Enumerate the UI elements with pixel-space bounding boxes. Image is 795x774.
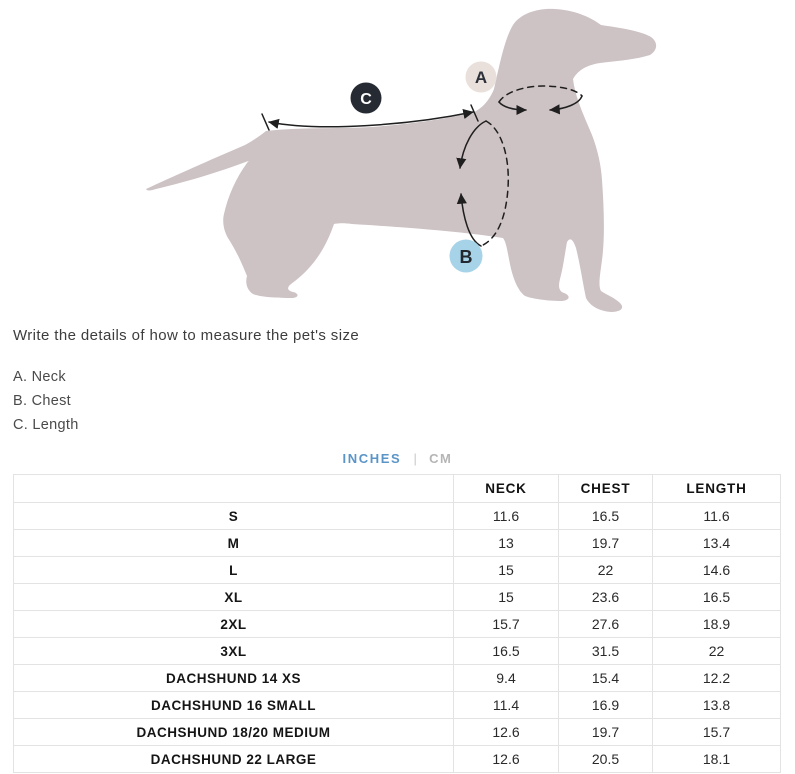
legend-item-chest: B. Chest: [13, 393, 72, 409]
chest-value-cell: 31.5: [559, 638, 653, 665]
table-row: [14, 584, 781, 611]
marker-a-badge: [466, 62, 497, 93]
unit-option-inches[interactable]: INCHES: [342, 451, 402, 466]
neck-value-cell: 15: [454, 584, 559, 611]
dog-silhouette-illustration: [146, 9, 656, 312]
length-value-cell: 13.8: [653, 692, 781, 719]
size-label-cell: 3XL: [14, 638, 454, 665]
unit-option-cm[interactable]: CM: [429, 451, 453, 466]
chest-value-cell: 16.9: [559, 692, 653, 719]
col-header-length: LENGTH: [653, 475, 781, 503]
size-label-cell: L: [14, 557, 454, 584]
neck-value-cell: 13: [454, 530, 559, 557]
length-value-cell: 11.6: [653, 503, 781, 530]
neck-value-cell: 11.4: [454, 692, 559, 719]
col-header-size: [14, 475, 454, 503]
dog-measurement-diagram: [0, 0, 795, 325]
length-value-cell: 18.9: [653, 611, 781, 638]
chest-value-cell: 22: [559, 557, 653, 584]
measurement-legend: [13, 365, 79, 437]
neck-value-cell: 15: [454, 557, 559, 584]
chest-value-cell: 15.4: [559, 665, 653, 692]
unit-toggle: [0, 451, 795, 466]
chest-value-cell: 19.7: [559, 530, 653, 557]
length-value-cell: 14.6: [653, 557, 781, 584]
length-value-cell: 13.4: [653, 530, 781, 557]
table-row: [14, 611, 781, 638]
size-label-cell: 2XL: [14, 611, 454, 638]
legend-item-neck: A. Neck: [13, 369, 66, 385]
legend-item-length: C. Length: [13, 417, 79, 433]
marker-a-label: A: [474, 68, 488, 87]
size-chart-table: [13, 474, 781, 773]
size-label-cell: DACHSHUND 22 LARGE: [14, 746, 454, 773]
table-row: [14, 746, 781, 773]
size-label-cell: DACHSHUND 14 XS: [14, 665, 454, 692]
size-label-cell: XL: [14, 584, 454, 611]
length-value-cell: 18.1: [653, 746, 781, 773]
marker-c-badge: [351, 83, 382, 114]
table-row: [14, 530, 781, 557]
neck-value-cell: 15.7: [454, 611, 559, 638]
unit-toggle-separator: |: [413, 451, 417, 466]
length-value-cell: 12.2: [653, 665, 781, 692]
chest-value-cell: 23.6: [559, 584, 653, 611]
length-value-cell: 22: [653, 638, 781, 665]
neck-value-cell: 12.6: [454, 746, 559, 773]
table-row: [14, 638, 781, 665]
marker-b-label: B: [459, 247, 473, 267]
neck-value-cell: 9.4: [454, 665, 559, 692]
table-header-row: [14, 475, 781, 503]
neck-value-cell: 11.6: [454, 503, 559, 530]
table-row: [14, 692, 781, 719]
length-value-cell: 15.7: [653, 719, 781, 746]
size-label-cell: S: [14, 503, 454, 530]
measure-instructions-text: Write the details of how to measure the pet's size: [13, 327, 360, 344]
col-header-chest: CHEST: [559, 475, 653, 503]
size-label-cell: DACHSHUND 18/20 MEDIUM: [14, 719, 454, 746]
size-label-cell: DACHSHUND 16 SMALL: [14, 692, 454, 719]
table-row: [14, 719, 781, 746]
marker-c-label: C: [360, 91, 372, 108]
col-header-neck: NECK: [454, 475, 559, 503]
chest-value-cell: 19.7: [559, 719, 653, 746]
marker-b-badge: [450, 240, 483, 273]
table-row: [14, 503, 781, 530]
neck-value-cell: 12.6: [454, 719, 559, 746]
length-value-cell: 16.5: [653, 584, 781, 611]
chest-value-cell: 16.5: [559, 503, 653, 530]
table-row: [14, 665, 781, 692]
neck-value-cell: 16.5: [454, 638, 559, 665]
table-row: [14, 557, 781, 584]
chest-value-cell: 20.5: [559, 746, 653, 773]
chest-value-cell: 27.6: [559, 611, 653, 638]
size-label-cell: M: [14, 530, 454, 557]
